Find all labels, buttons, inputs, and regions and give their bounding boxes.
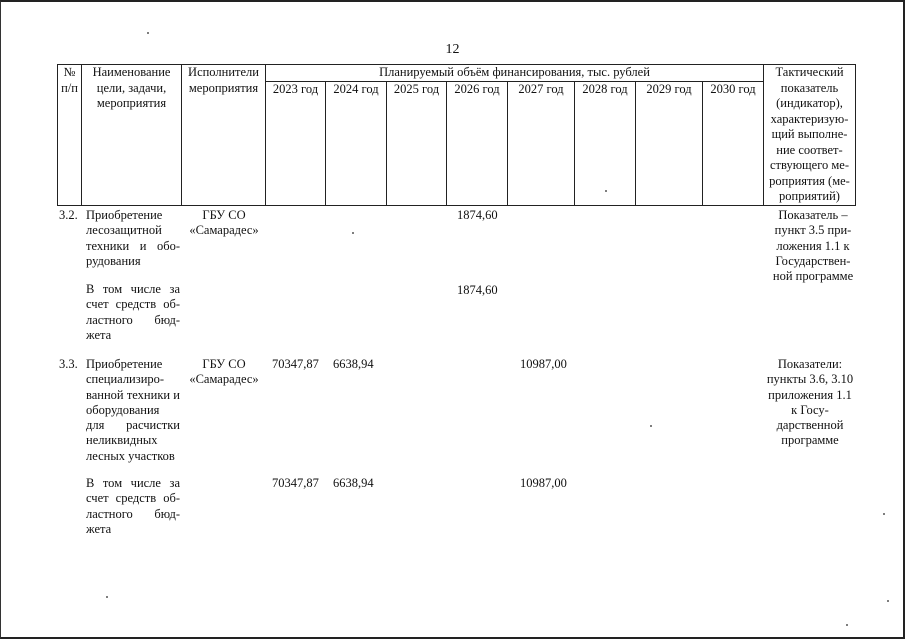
scan-speck: [147, 32, 149, 34]
row-3-2-indicator: Показатель – пункт 3.5 приложения 1.1 к Государственной программе: [772, 208, 854, 284]
header-year-2029: 2029 год: [636, 82, 703, 206]
header-year-2023: 2023 год: [266, 82, 326, 206]
row-3-2-value-2026: 1874,60: [457, 208, 498, 222]
row-3-3-name: Приобретение специализированной техники и оборудования для расчистки неликвидных лесных участков: [86, 357, 180, 463]
header-year-2024: 2024 год: [326, 82, 387, 206]
row-3-2-executor: ГБУ СО «Самарадес»: [189, 208, 259, 238]
financing-table-header: [57, 64, 856, 206]
header-no: № п/п: [58, 65, 82, 206]
header-name: Наименование цели, задачи, мероприятия: [82, 65, 182, 206]
row-3-2-name: Приобретение лесозащитной техники и оборудования: [86, 208, 180, 268]
row-3-2-no: 3.2.: [59, 208, 78, 222]
row-3-3-sub-value-2027: 10987,00: [520, 476, 567, 490]
header-year-2028: 2028 год: [575, 82, 636, 206]
header-planned-financing: Планируемый объём финансирования, тыс. рублей: [266, 65, 764, 82]
row-3-2-sub-name: В том числе за счет средств областного бюджета: [86, 282, 180, 342]
header-year-2026: 2026 год: [447, 82, 508, 206]
scan-speck: [887, 600, 889, 602]
scan-speck: [883, 513, 885, 515]
scan-speck: [106, 596, 108, 598]
scan-speck: [846, 624, 848, 626]
row-3-3-no: 3.3.: [59, 357, 78, 371]
header-year-2025: 2025 год: [387, 82, 447, 206]
header-indicator: Тактический показатель (индикатор), характеризующий выполнение соответствующего мероприятия (мероприятий): [764, 65, 856, 206]
row-3-3-indicator: Показатели: пункты 3.6, 3.10 приложения 1.1 к Государственной программе: [766, 357, 854, 448]
header-year-2027: 2027 год: [508, 82, 575, 206]
page-number: 12: [445, 42, 460, 57]
row-3-3-sub-value-2024: 6638,94: [333, 476, 374, 490]
scan-speck: [352, 232, 354, 234]
row-3-3-sub-name: В том числе за счет средств областного бюджета: [86, 476, 180, 536]
row-3-3-executor: ГБУ СО «Самарадес»: [189, 357, 259, 387]
scan-speck: [605, 190, 607, 192]
header-executors: Исполнители мероприятия: [182, 65, 266, 206]
row-3-2-sub-value-2026: 1874,60: [457, 283, 498, 297]
row-3-3-sub-value-2023: 70347,87: [272, 476, 319, 490]
row-3-3-value-2024: 6638,94: [333, 357, 374, 371]
row-3-3-value-2027: 10987,00: [520, 357, 567, 371]
scan-speck: [650, 425, 652, 427]
header-year-2030: 2030 год: [703, 82, 764, 206]
row-3-3-value-2023: 70347,87: [272, 357, 319, 371]
